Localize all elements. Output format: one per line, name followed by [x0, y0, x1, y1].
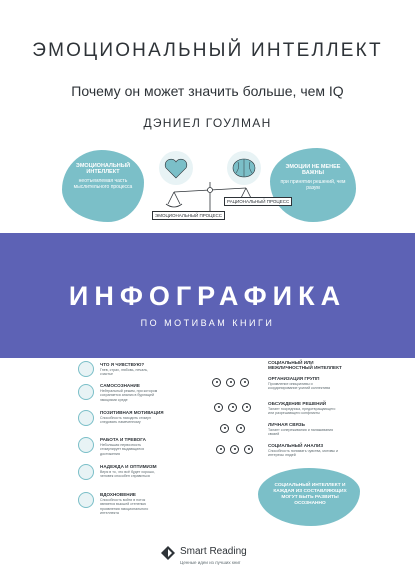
- list-item-title: ЛИЧНАЯ СВЯЗЬ: [268, 422, 305, 427]
- right-blob-title: ЭМОЦИИ НЕ МЕНЕЕ ВАЖНЫ: [285, 164, 341, 176]
- hands-icon: [78, 437, 94, 453]
- right-blob-text: при принятии решений, чем разум: [280, 179, 346, 191]
- list-item-desc: Гнев, страх, любовь, печаль, счастье: [100, 368, 149, 377]
- list-item-title: НАДЕЖДА И ОПТИМИЗМ: [100, 464, 157, 469]
- bulb-icon: [78, 492, 94, 508]
- person-icon: [242, 403, 251, 412]
- person-icon: [212, 378, 221, 387]
- list-item-title: ЧТО Я ЧУВСТВУЮ?: [100, 362, 145, 367]
- list-item-title: САМОСОЗНАНИЕ: [100, 383, 140, 388]
- list-item-title: СОЦИАЛЬНЫЙ АНАЛИЗ: [268, 443, 324, 448]
- list-item-title: ПОЗИТИВНАЯ МОТИВАЦИЯ: [100, 410, 164, 415]
- list-item-title: СОЦИАЛЬНЫЙ ИЛИ МЕЖЛИЧНОСТНЫЙ ИНТЕЛЛЕКТ: [268, 360, 342, 370]
- list-item-desc: Талант сопереживания и налаживания связей: [268, 428, 334, 437]
- list-item-desc: Нейтральный режим, при котором сохраняется анализ в бурлящей эмоциями среде: [100, 389, 158, 402]
- heart-icon: [78, 361, 94, 377]
- list-item-desc: Небольшая нервозность стимулирует выдающиеся достижения: [100, 443, 145, 456]
- list-item-desc: Проявление инициативы и координирование усилий коллектива: [268, 382, 331, 391]
- left-blob-title: ЭМОЦИОНАЛЬНЫЙ ИНТЕЛЛЕКТ: [75, 163, 131, 175]
- person-icon: [220, 424, 229, 433]
- list-item-desc: Способность понимать чувства, мотивы и интересы людей: [268, 449, 338, 458]
- list-item-title: ОРГАНИЗАЦИЯ ГРУПП: [268, 376, 320, 381]
- lotus-icon: [78, 410, 94, 426]
- left-scale-label: ЭМОЦИОНАЛЬНЫЙ ПРОЦЕСС: [152, 211, 225, 220]
- person-icon: [240, 378, 249, 387]
- heart-icon: [159, 151, 193, 185]
- list-item-title: РАБОТА И ТРЕВОГА: [100, 437, 146, 442]
- person-icon: [216, 445, 225, 454]
- document-subtitle: Почему он может значить больше, чем IQ: [71, 83, 344, 99]
- brain-icon: [227, 151, 261, 185]
- person-icon: [244, 445, 253, 454]
- band-heading: ИНФОГРАФИКА: [68, 281, 347, 311]
- list-item-desc: Талант посредника, предотвращающего или разрешающего конфликты: [268, 407, 336, 416]
- smile-icon: [78, 464, 94, 480]
- person-icon: [214, 403, 223, 412]
- document-title: ЭМОЦИОНАЛЬНЫЙ ИНТЕЛЛЕКТ: [32, 40, 383, 61]
- logo-name: Smart Reading: [180, 546, 247, 557]
- person-icon: [228, 403, 237, 412]
- person-icon: [236, 424, 245, 433]
- logo-tagline: Ценные идеи из лучших книг: [180, 560, 241, 565]
- smart-reading-logo-icon: [160, 545, 176, 561]
- list-item-desc: Способность войти в поток является высшей степенью проявления эмоционального интеллекта: [100, 498, 149, 515]
- list-item-desc: Веря в то, что всё будет хорошо, человек способен справиться: [100, 470, 155, 479]
- right-scale-label: РАЦИОНАЛЬНЫЙ ПРОЦЕСС: [224, 197, 292, 206]
- person-icon: [230, 445, 239, 454]
- left-blob-text: неотъемлемая часть мыслительного процесса: [73, 178, 133, 190]
- person-icon: [226, 378, 235, 387]
- person-icon: [78, 384, 94, 400]
- author-name: ДЭНИЕЛ ГОУЛМАН: [143, 116, 272, 130]
- band-subheading: ПО МОТИВАМ КНИГИ: [140, 318, 275, 328]
- list-item-title: ВДОХНОВЕНИЕ: [100, 492, 136, 497]
- list-item-title: ОБСУЖДЕНИЕ РЕШЕНИЙ: [268, 401, 327, 406]
- list-item-desc: Способность находить стимул следовать намеченному: [100, 416, 151, 425]
- social-intelligence-card-text: СОЦИАЛЬНЫЙ ИНТЕЛЛЕКТ И КАЖДАЯ ИЗ СОСТАВЛЯЮЩИХ МОГУТ БЫТЬ РАЗВИТЫ ОСОЗНАННО: [273, 483, 347, 506]
